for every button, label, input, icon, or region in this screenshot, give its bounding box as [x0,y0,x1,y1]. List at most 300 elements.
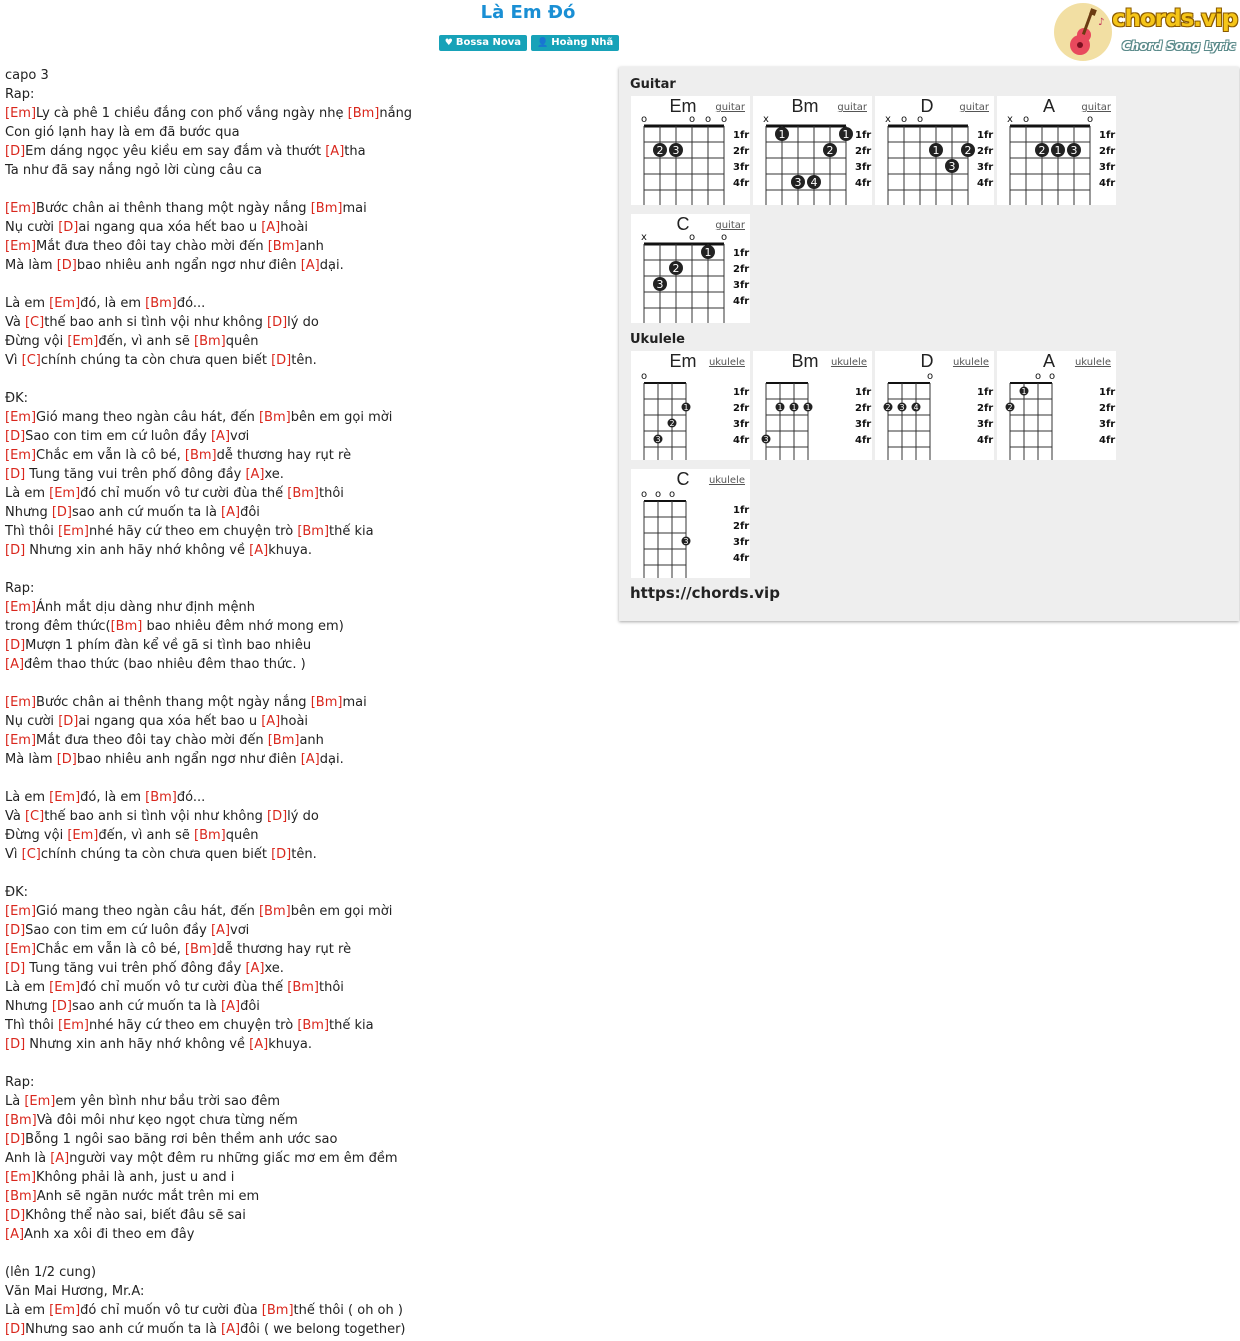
fret-label: 1fr [977,130,994,141]
chord-tag[interactable]: [Em] [5,239,37,254]
svg-text:2: 2 [885,403,891,412]
chord-tag[interactable]: [Em] [24,1094,56,1109]
lyric-line: Văn Mai Hương, Mr.A: [5,1284,145,1299]
lyric-line: ĐK: [5,885,28,900]
lyric-line: [Em]Mắt đưa theo đôi tay chào mời đến [Bm]anh [5,733,324,748]
chord-tag[interactable]: [Bm] [110,619,143,634]
guitar-section-label: Guitar [630,77,676,92]
svg-text:1: 1 [778,128,786,141]
instrument-link[interactable]: ukulele [1074,357,1111,368]
guitar-chord-card-c[interactable] [631,214,750,323]
chord-tag[interactable]: [A] [5,1227,25,1242]
site-logo[interactable] [1054,2,1238,62]
lyric-line: [D]Sao con tim em cứ luôn đầy [A]vơi [5,923,250,938]
lyric-line [5,864,605,883]
chord-tag[interactable]: [A] [221,505,241,520]
lyric-line: Anh là [A]người vay một đêm ru những giấc mơ em êm đềm [5,1151,398,1166]
chord-tag[interactable]: [Em] [49,1303,81,1318]
lyric-line: [Em]Không phải là anh, just u and i [5,1170,235,1185]
chord-tag[interactable]: [Em] [67,828,99,843]
chord-tag[interactable]: [A] [261,220,281,235]
fret-label: 1fr [733,130,750,141]
open-string-marker: o [654,489,662,500]
lyric-line [5,1054,605,1073]
open-string-marker: o [640,489,648,500]
guitar-chord-card-bm[interactable] [753,96,872,205]
lyric-line: [Em]Ánh mắt dịu dàng như định mệnh [5,600,255,615]
chord-tag[interactable]: [D] [56,752,77,767]
finger-dot [1020,387,1029,397]
fret-label: 4fr [733,435,750,446]
chord-tag[interactable]: [Em] [49,296,81,311]
fret-label: 4fr [733,553,750,564]
genre-tag[interactable] [439,35,527,51]
lyric-line: Rap: [5,1075,35,1090]
lyric-line: [D]Nhưng sao anh cứ muốn ta là [A]đôi ( we belong together) [5,1322,406,1337]
open-string-marker: o [1034,371,1042,382]
lyric-line: [Em]Bước chân ai thênh thang một ngày nắng [Bm]mai [5,695,367,710]
chord-tag[interactable]: [D] [58,220,79,235]
open-string-marker: o [640,371,648,382]
lyric-line: Vì [C]chính chúng ta còn chưa quen biết [D]tên. [5,353,317,368]
lyric-line: [Em]Gió mang theo ngàn câu hát, đến [Bm]bên em gọi mời [5,410,393,425]
svg-text:2: 2 [1038,144,1046,157]
finger-dot [807,175,821,189]
fret-label: 1fr [733,387,750,398]
lyric-line [5,674,605,693]
lyric-line: [D] Nhưng xin anh hãy nhớ không về [A]khuya. [5,543,312,558]
ukulele-chord-card-bm[interactable] [753,351,872,460]
svg-text:1: 1 [805,403,811,412]
svg-text:3: 3 [1070,144,1078,157]
chord-tag[interactable]: [Em] [5,942,37,957]
chord-diagram [875,96,994,205]
open-string-marker: o [720,114,728,125]
open-string-marker: o [640,114,648,125]
lyric-line: [Em]Ly cà phê 1 chiều đắng con phố vắng ngày nhẹ [Bm]nắng [5,106,413,121]
lyric-line: Nhưng [D]sao anh cứ muốn ta là [A]đôi [5,505,260,520]
muted-string-marker: x [885,114,891,125]
chord-tag[interactable]: [Bm] [145,790,177,805]
chord-tag[interactable]: [A] [245,961,265,976]
guitar-chord-card-a[interactable] [997,96,1116,205]
chord-name: Em [669,351,697,371]
artist-label: Hoàng Nhã [551,37,614,48]
chord-tag[interactable]: [A] [249,1037,269,1052]
chord-tag[interactable]: [D] [5,1208,26,1223]
chord-tag[interactable]: [D] [271,847,292,862]
svg-text:1: 1 [842,128,850,141]
fret-label: 2fr [855,403,872,414]
fret-label: 4fr [977,435,994,446]
lyric-line: [A]đêm thao thức (bao nhiêu đêm thao thức. ) [5,657,306,672]
lyrics-block [5,66,605,1339]
guitar-chord-card-em[interactable] [631,96,750,205]
fret-label: 4fr [733,296,750,307]
instrument-link[interactable]: ukulele [708,357,745,368]
svg-text:2: 2 [656,144,664,157]
fret-label: 1fr [1099,130,1116,141]
chord-tag[interactable]: [Bm] [184,448,217,463]
finger-dot [682,537,691,547]
chord-tag[interactable]: [Em] [49,486,81,501]
artist-tag[interactable] [531,35,619,51]
lyric-line: Đừng vội [Em]đến, vì anh sẽ [Bm]quên [5,334,259,349]
fret-label: 3fr [733,162,750,173]
finger-dot [669,143,683,157]
chord-tag[interactable]: [A] [300,752,320,767]
fret-label: 3fr [733,419,750,430]
finger-dot [790,403,799,413]
svg-text:3: 3 [794,176,802,189]
chord-tag[interactable]: [Em] [49,980,81,995]
chord-tag[interactable]: [D] [51,999,72,1014]
chord-tag[interactable]: [C] [24,809,45,824]
chord-tag[interactable]: [Bm] [184,942,217,957]
chord-name: Em [669,96,697,116]
instrument-link[interactable]: guitar [837,102,867,113]
fret-label: 2fr [733,521,750,532]
chord-diagram [753,96,872,205]
svg-text:2: 2 [964,144,972,157]
fret-label: 3fr [1099,162,1116,173]
fret-label: 1fr [855,387,872,398]
lyric-line: [D]Không thể nào sai, biết đâu sẽ sai [5,1208,246,1223]
ukulele-chord-card-a[interactable] [997,351,1116,460]
open-string-marker: o [1022,114,1030,125]
chord-tag[interactable]: [D] [267,315,288,330]
chord-tag[interactable]: [D] [5,543,26,558]
finger-dot [668,419,677,429]
finger-dot [898,403,907,413]
lyric-line: [Bm]Anh sẽ ngăn nước mắt trên mi em [5,1189,260,1204]
lyric-line: Đừng vội [Em]đến, vì anh sẽ [Bm]quên [5,828,259,843]
chord-tag[interactable]: [A] [325,144,345,159]
fret-label: 2fr [977,146,994,157]
fret-label: 2fr [855,146,872,157]
svg-text:3: 3 [763,435,769,444]
lyric-line: capo 3 [5,68,49,83]
chord-tag[interactable]: [A] [221,1322,241,1337]
chord-tag[interactable]: [Em] [5,733,37,748]
fret-label: 3fr [855,162,872,173]
ukulele-chord-card-d[interactable] [875,351,994,460]
chord-panel [619,67,1239,621]
svg-text:2: 2 [1007,403,1013,412]
svg-text:3: 3 [656,278,664,291]
chord-tag[interactable]: [C] [21,847,41,862]
chord-tag[interactable]: [A] [221,999,241,1014]
lyric-line: Nụ cười [D]ai ngang qua xóa hết bao u [A]hoài [5,714,309,729]
chord-tag[interactable]: [Bm] [287,486,319,501]
finger-dot [823,143,837,157]
chord-name: A [1042,351,1055,371]
lyric-line: [D] Tung tăng vui trên phố đông đầy [A]xe. [5,467,284,482]
open-string-marker: o [668,489,676,500]
svg-text:4: 4 [810,176,818,189]
lyric-line: [Em]Gió mang theo ngàn câu hát, đến [Bm]bên em gọi mời [5,904,393,919]
lyric-line: Là [Em]em yên bình như bầu trời sao đêm [5,1094,281,1109]
open-string-marker: o [688,232,696,243]
lyric-line: Là em [Em]đó chỉ muốn vô tư cười đùa [Bm]thế thôi ( oh oh ) [5,1303,403,1318]
muted-string-marker: x [641,232,647,243]
chord-tag[interactable]: [D] [5,144,26,159]
svg-text:1: 1 [1054,144,1062,157]
lyric-line: (lên 1/2 cung) [5,1265,97,1280]
lyric-line: Là em [Em]đó, là em [Bm]đó... [5,790,206,805]
chord-tag[interactable]: [Em] [49,790,81,805]
fret-label: 3fr [977,162,994,173]
fret-label: 1fr [855,130,872,141]
chord-tag[interactable]: [Bm] [347,106,380,121]
chord-tag[interactable]: [D] [5,467,26,482]
chord-tag[interactable]: [Em] [5,1170,37,1185]
lyric-line: Rap: [5,87,35,102]
instrument-link[interactable]: ukulele [708,475,745,486]
lyric-line [5,370,605,389]
chord-diagram [631,469,750,578]
chord-tag[interactable]: [Em] [5,410,37,425]
chord-tag[interactable]: [D] [56,258,77,273]
lyric-line [5,769,605,788]
lyric-line: [D]Mượn 1 phím đàn kể về gã si tình bao nhiêu [5,638,312,653]
logo-subtitle: Chord Song Lyric [1122,39,1236,53]
instrument-link[interactable]: guitar [1081,102,1111,113]
chord-tag[interactable]: [Bm] [267,239,300,254]
lyric-line: [D]Em dáng ngọc yêu kiều em say đắm và thướt [A]tha [5,144,366,159]
chord-tag[interactable]: [Em] [5,201,37,216]
fret-label: 1fr [733,505,750,516]
lyric-line [5,1244,605,1263]
svg-text:1: 1 [683,403,689,412]
instrument-link[interactable]: guitar [715,102,745,113]
lyric-line: [Bm]Và đôi môi như kẹo ngọt chưa từng nếm [5,1113,298,1128]
chord-name: D [920,96,934,116]
open-string-marker: o [704,114,712,125]
lyric-line: Nụ cười [D]ai ngang qua xóa hết bao u [A]hoài [5,220,309,235]
chord-tag[interactable]: [D] [5,429,26,444]
svg-text:1: 1 [704,246,712,259]
fret-label: 2fr [977,403,994,414]
open-string-marker: o [926,371,934,382]
chord-tag[interactable]: [Em] [57,524,89,539]
chord-diagram [753,351,872,460]
chord-tag[interactable]: [D] [5,961,26,976]
svg-text:1: 1 [777,403,783,412]
fret-label: 4fr [977,178,994,189]
chord-tag[interactable]: [Em] [57,1018,89,1033]
chord-tag[interactable]: [Bm] [267,733,300,748]
finger-dot [654,435,663,445]
chord-tag[interactable]: [C] [21,353,41,368]
chord-tag[interactable]: [Em] [67,334,99,349]
instrument-link[interactable]: guitar [959,102,989,113]
finger-dot [929,143,943,157]
chord-tag[interactable]: [A] [50,1151,70,1166]
chord-name: D [920,351,934,371]
chord-tag[interactable]: [D] [5,1322,26,1337]
heart-icon: ♥ [444,38,453,48]
chord-tag[interactable]: [Bm] [261,1303,294,1318]
finger-dot [653,277,667,291]
chord-tag[interactable]: [D] [5,1132,26,1147]
svg-text:1: 1 [932,144,940,157]
chord-tag[interactable]: [A] [249,543,269,558]
chord-name: C [676,214,690,234]
fret-label: 3fr [733,537,750,548]
lyric-line: [D]Bỗng 1 ngôi sao băng rơi bên thềm anh ước sao [5,1132,338,1147]
person-icon: 👤 [537,38,549,48]
lyric-line: [Em]Chắc em vẫn là cô bé, [Bm]dễ thương hay rụt rè [5,942,352,957]
finger-dot [682,403,691,413]
lyric-line: trong đêm thức([Bm] bao nhiêu đêm nhớ mong em) [5,619,344,634]
finger-dot [912,403,921,413]
lyric-line [5,560,605,579]
chord-tag[interactable]: [Bm] [145,296,177,311]
chord-tag[interactable]: [D] [58,714,79,729]
fret-label: 3fr [855,419,872,430]
chord-tag[interactable]: [Bm] [194,828,226,843]
finger-dot [1035,143,1049,157]
finger-dot [653,143,667,157]
chord-tag[interactable]: [A] [210,923,231,938]
lyric-line: Thì thôi [Em]nhé hãy cứ theo em chuyện trò [Bm]thế kia [5,524,374,539]
open-string-marker: o [720,232,728,243]
chord-tag[interactable]: [Bm] [297,524,330,539]
lyric-line: Và [C]thế bao anh si tình vội như không [D]lý do [5,809,319,824]
chord-tag[interactable]: [Bm] [258,904,291,919]
chord-name: A [1042,96,1055,116]
lyric-line [5,180,605,199]
ukulele-chord-card-c[interactable] [631,469,750,578]
chord-tag[interactable]: [D] [5,638,26,653]
fret-label: 4fr [1099,435,1116,446]
chord-tag[interactable]: [Bm] [5,1189,37,1204]
chord-tag[interactable]: [Em] [5,600,37,615]
chord-tag[interactable]: [A] [245,467,265,482]
chord-tag[interactable]: [Bm] [287,980,319,995]
chord-tag[interactable]: [D] [267,809,288,824]
chord-diagram [631,96,750,205]
finger-dot [791,175,805,189]
lyric-line: Là em [Em]đó, là em [Bm]đó... [5,296,206,311]
chord-tag[interactable]: [Bm] [194,334,226,349]
svg-text:2: 2 [826,144,834,157]
chord-tag[interactable]: [A] [261,714,281,729]
svg-text:3: 3 [683,537,689,546]
muted-string-marker: x [1007,114,1013,125]
fret-label: 2fr [733,403,750,414]
chord-tag[interactable]: [Bm] [258,410,291,425]
fret-label: 2fr [733,264,750,275]
lyric-line: [D]Sao con tim em cứ luôn đầy [A]vơi [5,429,250,444]
open-string-marker: o [688,114,696,125]
chord-tag[interactable]: [Em] [5,904,37,919]
fret-label: 3fr [733,280,750,291]
song-title: Là Em Đó [480,2,576,23]
lyric-line: Là em [Em]đó chỉ muốn vô tư cười đùa thế [Bm]thôi [5,486,344,501]
chord-diagram [631,214,750,323]
fret-label: 2fr [1099,403,1116,414]
lyric-line: [Em]Chắc em vẫn là cô bé, [Bm]dễ thương hay rụt rè [5,448,352,463]
genre-label: Bossa Nova [455,37,521,48]
instrument-link[interactable]: guitar [715,220,745,231]
chord-name: Bm [791,96,819,116]
lyric-line: Thì thôi [Em]nhé hãy cứ theo em chuyện trò [Bm]thế kia [5,1018,374,1033]
lyric-line: Mà làm [D]bao nhiêu anh ngẩn ngơ như điên [A]dại. [5,752,344,767]
song-tags [0,35,1058,51]
fret-label: 4fr [1099,178,1116,189]
chord-diagram [631,351,750,460]
finger-dot [1006,403,1015,413]
chord-tag[interactable]: [D] [5,923,26,938]
logo-text: chords.vip [1112,6,1238,32]
svg-text:4: 4 [913,403,919,412]
guitar-chord-card-d[interactable] [875,96,994,205]
chord-tag[interactable]: [Bm] [310,695,343,710]
chord-tag[interactable]: [Bm] [310,201,343,216]
chord-tag[interactable]: [A] [210,429,231,444]
lyric-line: Vì [C]chính chúng ta còn chưa quen biết [D]tên. [5,847,317,862]
finger-dot [961,143,975,157]
chord-tag[interactable]: [Bm] [297,1018,330,1033]
open-string-marker: o [900,114,908,125]
site-url[interactable]: https://chords.vip [630,584,780,602]
ukulele-chord-card-em[interactable] [631,351,750,460]
fret-label: 3fr [977,419,994,430]
lyric-line: [A]Anh xa xôi đi theo em đây [5,1227,195,1242]
svg-text:3: 3 [899,403,905,412]
chord-tag[interactable]: [Bm] [5,1113,37,1128]
lyric-line: [Em]Mắt đưa theo đôi tay chào mời đến [Bm]anh [5,239,324,254]
chord-name: Bm [791,351,819,371]
open-string-marker: o [1086,114,1094,125]
svg-text:3: 3 [948,160,956,173]
chord-tag[interactable]: [D] [5,1037,26,1052]
fret-label: 4fr [733,178,750,189]
chord-tag[interactable]: [D] [271,353,292,368]
fret-label: 2fr [733,146,750,157]
chord-tag[interactable]: [Em] [5,695,37,710]
fret-label: 1fr [733,248,750,259]
chord-tag[interactable]: [A] [5,657,25,672]
chord-tag[interactable]: [Em] [5,106,37,121]
svg-text:3: 3 [655,435,661,444]
ukulele-section-label: Ukulele [630,332,686,347]
lyric-line: Mà làm [D]bao nhiêu anh ngẩn ngơ như điên [A]dại. [5,258,344,273]
svg-text:2: 2 [672,262,680,275]
fret-label: 1fr [1099,387,1116,398]
svg-text:1: 1 [791,403,797,412]
chord-diagram [875,351,994,460]
fret-label: 1fr [977,387,994,398]
finger-dot [945,159,959,173]
chord-tag[interactable]: [Em] [5,448,37,463]
chord-tag[interactable]: [D] [51,505,72,520]
instrument-link[interactable]: ukulele [830,357,867,368]
instrument-link[interactable]: ukulele [952,357,989,368]
finger-dot [669,261,683,275]
finger-dot [776,403,785,413]
svg-text:♪: ♪ [1098,17,1105,28]
lyric-line: Là em [Em]đó chỉ muốn vô tư cười đùa thế [Bm]thôi [5,980,344,995]
muted-string-marker: x [763,114,769,125]
fret-label: 4fr [855,435,872,446]
chord-tag[interactable]: [C] [24,315,45,330]
open-string-marker: o [916,114,924,125]
fret-label: 4fr [855,178,872,189]
chord-tag[interactable]: [A] [300,258,320,273]
